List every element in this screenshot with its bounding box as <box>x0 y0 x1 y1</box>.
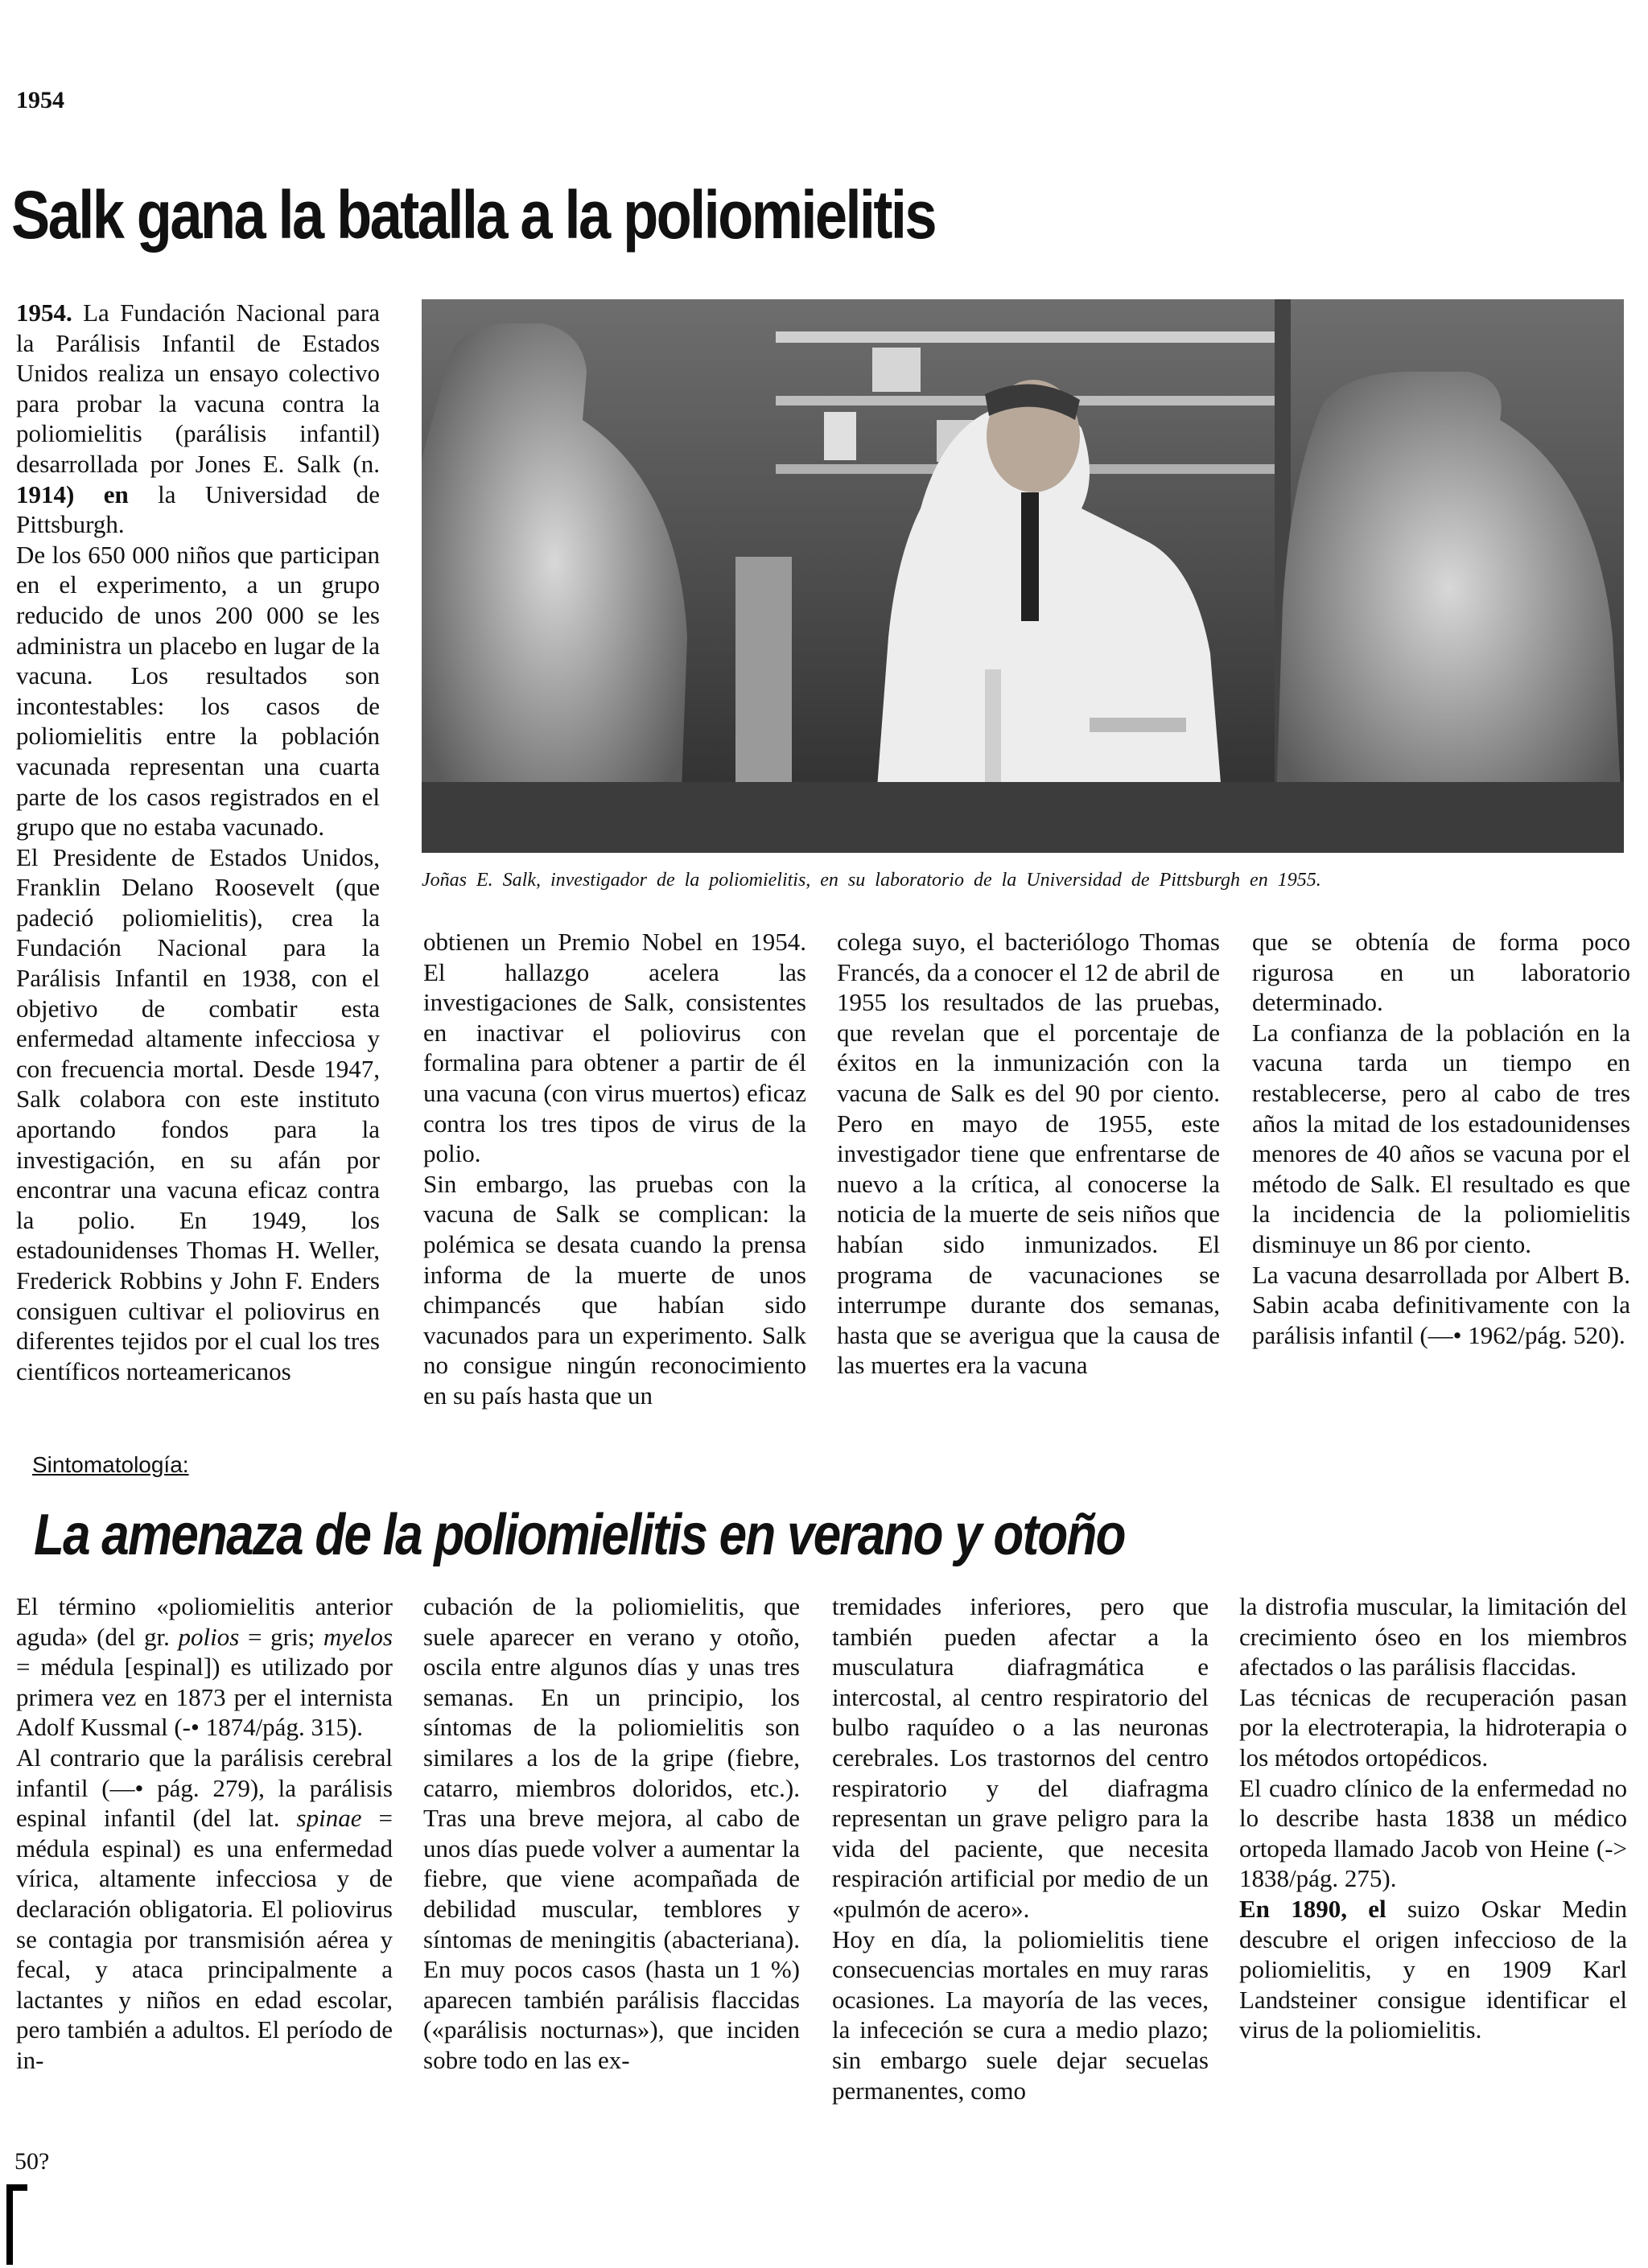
paragraph: Al contrario que la parálisis cerebral infantil (—• pág. 279), la parálisis espinal infantil (del lat. spinae = médula espinal) es una enfermedad vírica, altamente infecciosa y de declaración obligatoria. El poliovirus se contagia por transmisión aérea y fecal, y ataca principalmente a lactantes y niños en edad escolar, pero también a adultos. El período de in- <box>16 1743 393 2074</box>
paragraph: La vacuna desarrollada por Albert B. Sabin acaba definitivamente con la parálisis infantil (—• 1962/pág. 520). <box>1252 1260 1630 1349</box>
intro-paragraph: 1954. La Fundación Nacional para la Parálisis Infantil de Estados Unidos realiza un ensayo colectivo para probar la vacuna contra la poliomielitis (parálisis infantil) desarrollada por Jones E. Salk (n. 1914) en la Universidad de Pittsburgh. <box>16 298 380 539</box>
paragraph: Sin embargo, las pruebas con la vacuna de Salk se complican: la polémica se desata cuando la prensa informa de la muerte de unos chimpancés que habían sido vacunados para un experimento. Salk no consigue ningún reconocimiento en su país hasta que un <box>423 1169 806 1410</box>
article-title: Salk gana la batalla a la poliomielitis <box>11 177 935 253</box>
paragraph: De los 650 000 niños que participan en el experimento, a un grupo reducido de unos 200 000 se les administra un placebo en lugar de la vacuna. Los resultados son incontestables: los casos de poliomielitis entre la población vacunada representan una cuarta parte de los casos registrados en el grupo que no estaba vacunado. <box>16 540 380 842</box>
paragraph: cubación de la poliomielitis, que suele aparecer en verano y otoño, oscila entre algunos días y unas tres semanas. En un principio, los síntomas de la poliomielitis son similares a los de la gripe (fiebre, catarro, miembros doloridos, etc.). Tras una breve mejora, al cabo de unos días puede volver a aumentar la fiebre, que viene acompañada de debilidad muscular, temblores y síntomas de meningitis (abacteriana). En muy pocos casos (hasta un 1 %) aparecen también parálisis flaccidas («parálisis nocturnas»), que inciden sobre todo en las ex- <box>423 1592 800 2074</box>
lab-photograph <box>422 299 1624 853</box>
photo-caption: Joñas E. Salk, investigador de la poliomielitis, en su laboratorio de la Universidad de Pittsburgh en 1955. <box>422 870 1321 891</box>
paragraph: El Presidente de Estados Unidos, Franklin Delano Roosevelt (que padeció poliomielitis), crea la Fundación Nacional para la Parálisis Infantil en 1938, con el objetivo de combatir esta enfermedad altamente infecciosa y con frecuencia mortal. Desde 1947, Salk colabora con este instituto aportando fondos para la investigación, en su afán por encontrar una vacuna eficaz contra la polio. En 1949, los estadounidenses Thomas H. Weller, Frederick Robbins y John F. Enders consiguen cultivar el poliovirus en diferentes tejidos por el cual los tres científicos norteamericanos <box>16 842 380 1385</box>
article-column-3 <box>837 927 1220 1381</box>
paragraph: tremidades inferiores, pero que también pueden afectar a la musculatura diafragmática e intercostal, al centro respiratorio del bulbo raquídeo o a las neuronas cerebrales. Los trastornos del centro respiratorio y del diafragma representan un grave peligro para la vida del paciente, que necesita respiración artificial por medio de un «pulmón de acero». <box>832 1592 1209 1923</box>
section-label: Sintomatología: <box>32 1452 189 1477</box>
paragraph: la distrofia muscular, la limitación del crecimiento óseo en los miembros afectados o las parálisis flaccidas. <box>1239 1592 1627 1681</box>
article-column-2 <box>423 927 806 1411</box>
paragraph: Hoy en día, la poliomielitis tiene consecuencias mortales en muy raras ocasiones. La mayoría de las veces, la infececión se cura a medio plazo; sin embargo suele dejar secuelas permanentes, como <box>832 1924 1209 2105</box>
paragraph: colega suyo, el bacteriólogo Thomas Francés, da a conocer el 12 de abril de 1955 los resultados de las pruebas, que revelan que el porcentaje de éxitos en la inmunización con la vacuna de Salk es del 90 por ciento. Pero en mayo de 1955, este investigador tiene que enfrentarse de nuevo a la crítica, al conocerse la noticia de la muerte de seis niños que habían sido inmunizados. El programa de vacunaciones se interrumpe durante dos semanas, hasta que se averigua que la causa de las muertes era la vacuna <box>837 928 1220 1380</box>
paragraph: El término «poliomielitis anterior aguda» (del gr. polios = gris; myelos = médula [espinal]) es utilizado por primera vez en 1873 per el internista Adolf Kussmal (-• 1874/pág. 315). <box>16 1592 393 1742</box>
paragraph: En 1890, el suizo Oskar Medin descubre el origen infeccioso de la poliomielitis, y en 1909 Karl Landsteiner consigue identificar el virus de la poliomielitis. <box>1239 1894 1628 2044</box>
page-year-header: 1954 <box>16 87 64 113</box>
article-column-4 <box>1252 927 1630 1350</box>
page-number: 50? <box>14 2148 50 2175</box>
paragraph: El cuadro clínico de la enfermedad no lo describe hasta 1838 un médico ortopeda llamado Jacob von Heine (-> 1838/pág. 275). <box>1239 1773 1627 1893</box>
lab-photo-illustration <box>422 299 1624 853</box>
section-column-4 <box>1239 1591 1627 2045</box>
lead-year: 1954. <box>16 298 72 327</box>
paragraph: Las técnicas de recuperación pasan por la electroterapia, la hidroterapia o los métodos ortopédicos. <box>1239 1682 1627 1772</box>
paragraph: que se obtenía de forma poco rigurosa en un laboratorio determinado. <box>1252 928 1630 1017</box>
corner-bracket-mark <box>6 2184 31 2265</box>
paragraph: obtienen un Premio Nobel en 1954. El hallazgo acelera las investigaciones de Salk, consistentes en inactivar el poliovirus con formalina para obtener a partir de él una vacuna (con virus muertos) eficaz contra los tres tipos de virus de la polio. <box>423 928 806 1168</box>
section-title: La amenaza de la poliomielitis en verano y otoño <box>34 1503 1125 1567</box>
section-column-2 <box>423 1591 800 2076</box>
article-column-1 <box>16 298 380 1386</box>
paragraph: La confianza de la población en la vacuna tarda un tiempo en restablecerse, pero al cabo de tres años la mitad de los estadounidenses menores de 40 años se vacuna por el método de Salk. El resultado es que la incidencia de la poliomielitis disminuye un 86 por ciento. <box>1252 1018 1630 1258</box>
section-column-3 <box>832 1591 1209 2105</box>
section-column-1 <box>16 1591 393 2076</box>
